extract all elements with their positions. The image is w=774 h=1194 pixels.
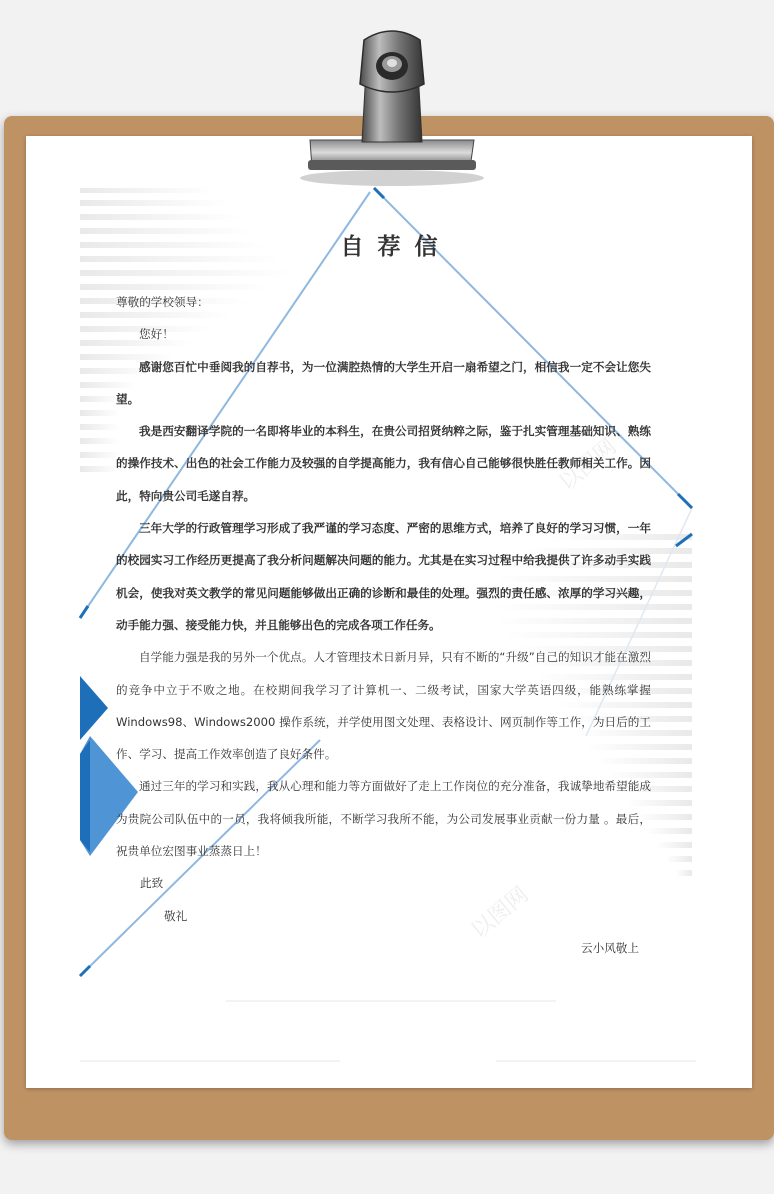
bottom-line-3 bbox=[496, 1060, 696, 1062]
closing-line-2: 敬礼 bbox=[164, 908, 188, 923]
watermark-right: 以图网 bbox=[554, 434, 622, 496]
accent-segment-left bbox=[80, 606, 88, 618]
page-title: 自荐信 bbox=[340, 234, 452, 260]
salutation: 尊敬的学校领导： bbox=[116, 295, 209, 309]
paragraph-3: 三年大学的行政管理学习形成了我严谨的学习态度、严密的思维方式，培养了良好的学习习惯，一年的校园实习工作经历更提高了我分析问题解决问题的能力。尤其是在实习过程中给我提供了许多动手实践机会，使我对英文教学的常见问题能够做出正确的诊断和最佳的处理。强烈的责任感、浓厚的学习兴趣，动手能力强、接受能力快，并且能够出色的完成各项工作任务。 bbox=[116, 521, 651, 632]
accent-segment-bottom bbox=[80, 966, 90, 976]
letter-page bbox=[26, 136, 752, 1088]
letter-body bbox=[116, 286, 651, 964]
greeting: 您好！ bbox=[139, 327, 174, 342]
bottom-line-1 bbox=[226, 1000, 556, 1002]
paragraph-2: 我是西安翻译学院的一名即将毕业的本科生，在贵公司招贤纳粹之际，鉴于扎实管理基础知识、熟练的操作技术、出色的社会工作能力及较强的自学提高能力，我有信心自己能够很快胜任教师相关工作。因此，特向贵公司毛遂自荐。 bbox=[116, 424, 651, 503]
closing-line-1: 此致 bbox=[140, 876, 164, 891]
bottom-line-2 bbox=[80, 1060, 340, 1062]
signature: 云小风敬上 bbox=[581, 940, 639, 955]
accent-segment-right bbox=[678, 494, 692, 508]
blue-triangle-small bbox=[80, 676, 108, 740]
watermark-bottom: 以图网 bbox=[466, 882, 534, 944]
paragraph-1: 感谢您百忙中垂阅我的自荐书，为一位满腔热情的大学生开启一扇希望之门，相信我一定不会让您失望。 bbox=[116, 359, 651, 406]
blue-triangle-large-dark bbox=[80, 740, 90, 852]
paragraph-4: 自学能力强是我的另外一个优点。人才管理技术日新月异，只有不断的“升级”自己的知识才能在激烈的竞争中立于不败之地。在校期间我学习了计算机一、二级考试，国家大学英语四级，能熟练掌握 Windows98、Windows2000 操作系统，并学使用图文处理、表格设计、网页制作等工作，为日后的工作、学习、提高工作效率创造了良好条件。 bbox=[116, 650, 651, 762]
binder-clip bbox=[0, 0, 774, 190]
paragraph-5: 通过三年的学习和实践，我从心理和能力等方面做好了走上工作岗位的充分准备，我诚挚地希望能成为贵院公司队伍中的一员，我将倾我所能，不断学习我所不能，为公司发展事业贡献一份力量 。最后，祝贵单位宏图事业蒸蒸日上！ bbox=[116, 779, 651, 859]
